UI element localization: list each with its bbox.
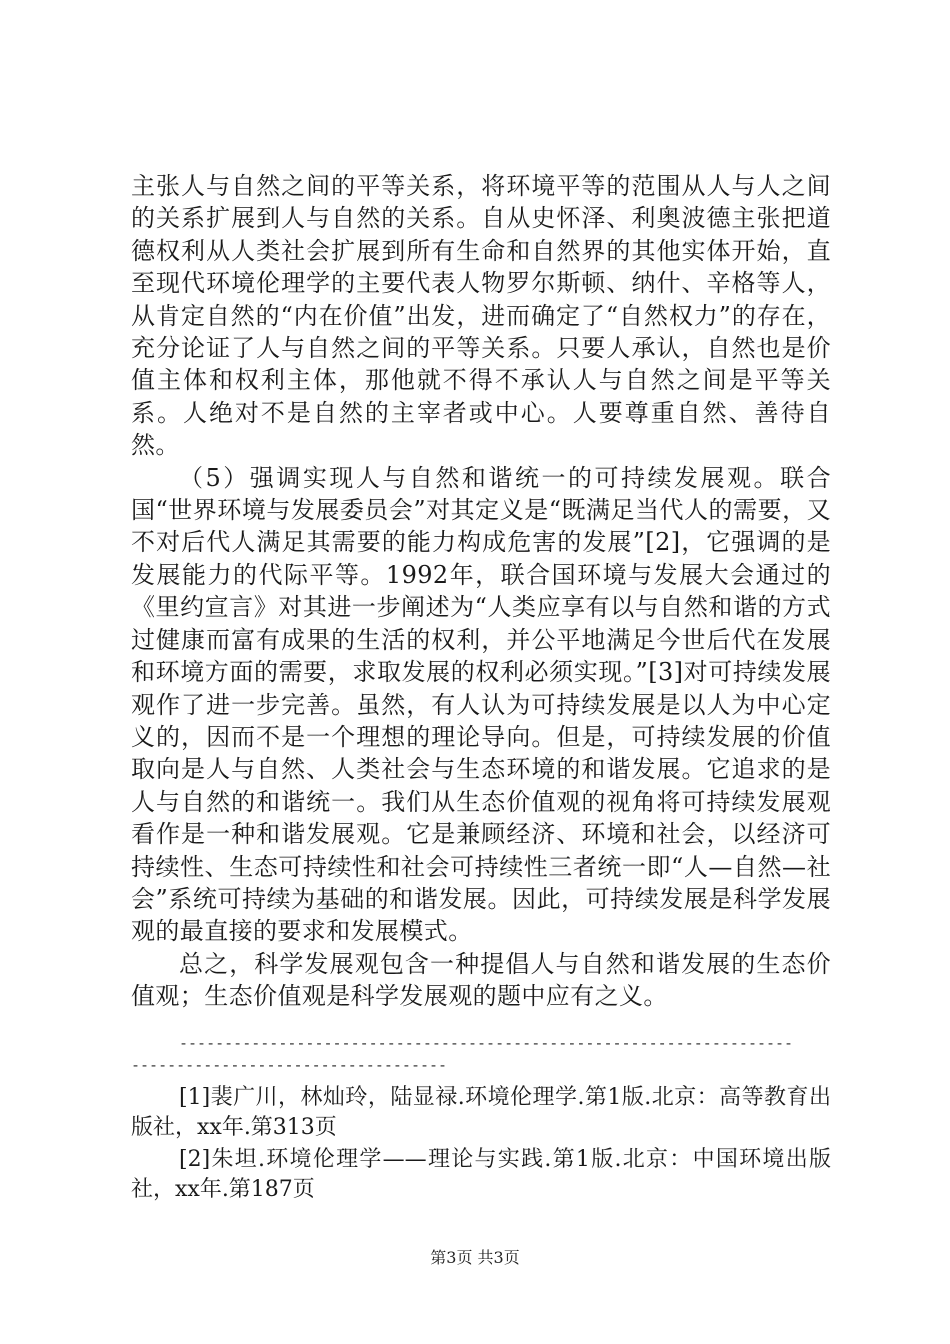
separator-line-2: -----------------------------------: [131, 1056, 448, 1074]
paragraph-sustainable-development: （5）强调实现人与自然和谐统一的可持续发展观。联合国“世界环境与发展委员会”对其定义是“既满足当代人的需要，又不对后代人满足其需要的能力构成危害的发展”[2]，它强调的是发展能力的代际平等。1992年，联合国环境与发展大会通过的《里约宣言》对其进一步阐述为“人类应享有以与自然和谐的方式过健康而富有成果的生活的权利，并公平地满足今世后代在发展和环境方面的需要，求取发展的权利必须实现。”[3]对可持续发展观作了进一步完善。虽然，有人认为可持续发展是以人为中心定义的，因而不是一个理想的理论导向。但是，可持续发展的价值取向是人与自然、人类社会与生态环境的和谐发展。它追求的是人与自然的和谐统一。我们从生态价值观的视角将可持续发展观看作是一种和谐发展观。它是兼顾经济、环境和社会，以经济可持续性、生态可持续性和社会可持续性三者统一即“人—自然—社会”系统可持续为基础的和谐发展。因此，可持续发展是科学发展观的最直接的要求和发展模式。: [131, 463, 831, 946]
footnotes: [131, 1083, 831, 1207]
footnote-2: [2]朱坦.环境伦理学——理论与实践.第1版.北京：中国环境出版社，xx年.第187页: [131, 1147, 831, 1202]
body-text: [131, 170, 831, 1013]
footnote-1: [1]裴广川，林灿玲，陆显禄.环境伦理学.第1版.北京：高等教育出版社，xx年.第313页: [131, 1085, 831, 1140]
page-number-footer: 第3页 共3页: [430, 1248, 520, 1267]
footnote-separator: [131, 1032, 831, 1076]
paragraph-conclusion: 总之，科学发展观包含一种提倡人与自然和谐发展的生态价值观；生态价值观是科学发展观的题中应有之义。: [131, 949, 831, 1011]
paragraph-equality: 主张人与自然之间的平等关系，将环境平等的范围从人与人之间的关系扩展到人与自然的关系。自从史怀泽、利奥波德主张把道德权利从人类社会扩展到所有生命和自然界的其他实体开始，直至现代环境伦理学的主要代表人物罗尔斯顿、纳什、辛格等人，从肯定自然的“内在价值”出发，进而确定了“自然权力”的存在，充分论证了人与自然之间的平等关系。只要人承认，自然也是价值主体和权利主体，那他就不得不承认人与自然之间是平等关系。人绝对不是自然的主宰者或中心。人要尊重自然、善待自然。: [131, 172, 831, 460]
separator-line-1: --------------------------------------------------------------------: [179, 1034, 794, 1052]
